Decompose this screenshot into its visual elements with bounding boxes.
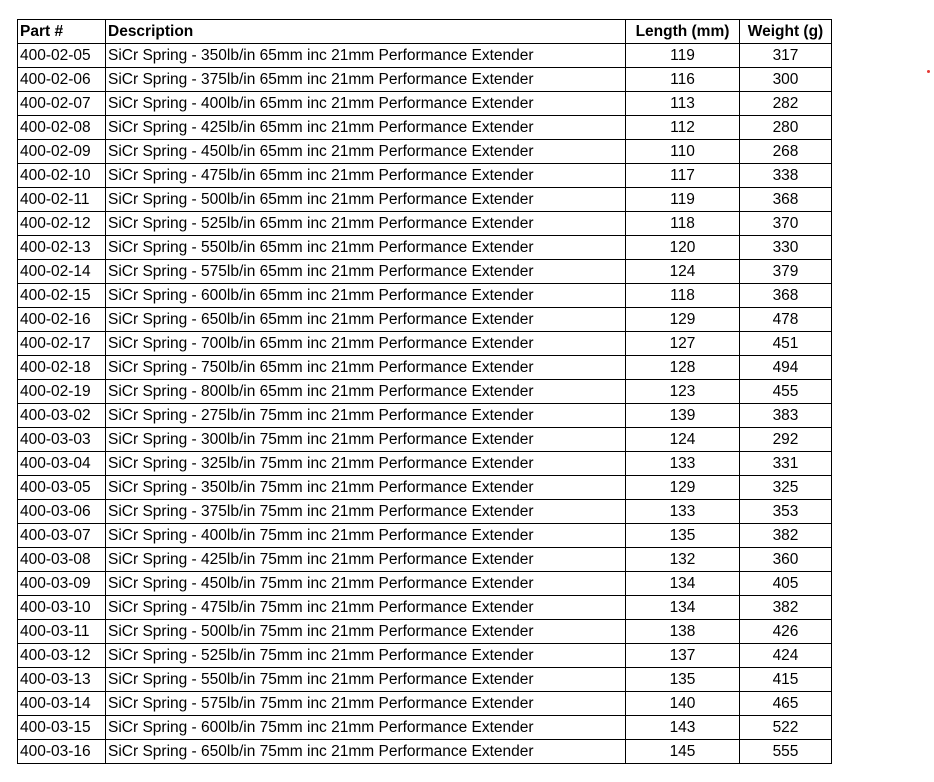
table-row — [18, 476, 832, 500]
cell-weight: 522 — [740, 716, 832, 740]
table-row — [18, 164, 832, 188]
cell-description: SiCr Spring - 550lb/in 65mm inc 21mm Performance Extender — [106, 236, 626, 260]
table-row — [18, 380, 832, 404]
table-row — [18, 332, 832, 356]
header-part-number: Part # — [18, 20, 106, 44]
cell-part-number: 400-02-14 — [18, 260, 106, 284]
cell-weight: 292 — [740, 428, 832, 452]
cell-part-number: 400-03-02 — [18, 404, 106, 428]
cell-description: SiCr Spring - 350lb/in 65mm inc 21mm Performance Extender — [106, 44, 626, 68]
cell-part-number: 400-02-07 — [18, 92, 106, 116]
table-row — [18, 92, 832, 116]
table-header-row — [18, 20, 832, 44]
cell-weight: 455 — [740, 380, 832, 404]
cell-weight: 331 — [740, 452, 832, 476]
cell-weight: 280 — [740, 116, 832, 140]
table-row — [18, 44, 832, 68]
cell-length: 117 — [626, 164, 740, 188]
cell-weight: 478 — [740, 308, 832, 332]
cell-weight: 360 — [740, 548, 832, 572]
cell-description: SiCr Spring - 550lb/in 75mm inc 21mm Performance Extender — [106, 668, 626, 692]
cell-part-number: 400-03-14 — [18, 692, 106, 716]
cell-length: 143 — [626, 716, 740, 740]
cell-weight: 465 — [740, 692, 832, 716]
cell-description: SiCr Spring - 750lb/in 65mm inc 21mm Performance Extender — [106, 356, 626, 380]
cell-weight: 379 — [740, 260, 832, 284]
table-row — [18, 668, 832, 692]
cell-description: SiCr Spring - 450lb/in 75mm inc 21mm Performance Extender — [106, 572, 626, 596]
cell-weight: 353 — [740, 500, 832, 524]
cell-weight: 300 — [740, 68, 832, 92]
table-row — [18, 260, 832, 284]
cell-weight: 424 — [740, 644, 832, 668]
cell-part-number: 400-03-09 — [18, 572, 106, 596]
table-row — [18, 428, 832, 452]
cell-description: SiCr Spring - 525lb/in 65mm inc 21mm Performance Extender — [106, 212, 626, 236]
table-row — [18, 188, 832, 212]
table-row — [18, 308, 832, 332]
cell-description: SiCr Spring - 525lb/in 75mm inc 21mm Performance Extender — [106, 644, 626, 668]
table-row — [18, 620, 832, 644]
cell-weight: 382 — [740, 596, 832, 620]
cell-length: 116 — [626, 68, 740, 92]
cell-length: 135 — [626, 668, 740, 692]
cell-description: SiCr Spring - 325lb/in 75mm inc 21mm Performance Extender — [106, 452, 626, 476]
cell-description: SiCr Spring - 350lb/in 75mm inc 21mm Performance Extender — [106, 476, 626, 500]
cell-description: SiCr Spring - 375lb/in 75mm inc 21mm Performance Extender — [106, 500, 626, 524]
cell-weight: 415 — [740, 668, 832, 692]
cell-length: 137 — [626, 644, 740, 668]
spring-parts-table — [17, 19, 832, 764]
cell-description: SiCr Spring - 300lb/in 75mm inc 21mm Performance Extender — [106, 428, 626, 452]
cell-part-number: 400-03-03 — [18, 428, 106, 452]
cell-part-number: 400-02-09 — [18, 140, 106, 164]
cell-length: 119 — [626, 188, 740, 212]
cell-description: SiCr Spring - 400lb/in 65mm inc 21mm Performance Extender — [106, 92, 626, 116]
table-row — [18, 596, 832, 620]
cell-weight: 383 — [740, 404, 832, 428]
cell-description: SiCr Spring - 800lb/in 65mm inc 21mm Performance Extender — [106, 380, 626, 404]
cell-length: 119 — [626, 44, 740, 68]
header-weight: Weight (g) — [740, 20, 832, 44]
cell-length: 120 — [626, 236, 740, 260]
cell-part-number: 400-02-19 — [18, 380, 106, 404]
cell-part-number: 400-03-10 — [18, 596, 106, 620]
cell-description: SiCr Spring - 425lb/in 75mm inc 21mm Performance Extender — [106, 548, 626, 572]
cell-part-number: 400-03-06 — [18, 500, 106, 524]
cell-part-number: 400-03-12 — [18, 644, 106, 668]
cell-length: 133 — [626, 452, 740, 476]
table-row — [18, 284, 832, 308]
cell-length: 133 — [626, 500, 740, 524]
cell-part-number: 400-02-15 — [18, 284, 106, 308]
cell-part-number: 400-03-04 — [18, 452, 106, 476]
red-dot-marker — [927, 70, 930, 73]
cell-weight: 494 — [740, 356, 832, 380]
cell-weight: 370 — [740, 212, 832, 236]
cell-description: SiCr Spring - 650lb/in 75mm inc 21mm Performance Extender — [106, 740, 626, 764]
cell-part-number: 400-03-15 — [18, 716, 106, 740]
cell-weight: 268 — [740, 140, 832, 164]
cell-weight: 382 — [740, 524, 832, 548]
cell-description: SiCr Spring - 600lb/in 65mm inc 21mm Performance Extender — [106, 284, 626, 308]
table-row — [18, 140, 832, 164]
cell-length: 139 — [626, 404, 740, 428]
cell-length: 135 — [626, 524, 740, 548]
cell-part-number: 400-02-18 — [18, 356, 106, 380]
cell-length: 128 — [626, 356, 740, 380]
cell-description: SiCr Spring - 650lb/in 65mm inc 21mm Performance Extender — [106, 308, 626, 332]
table-row — [18, 740, 832, 764]
cell-description: SiCr Spring - 475lb/in 75mm inc 21mm Performance Extender — [106, 596, 626, 620]
cell-length: 132 — [626, 548, 740, 572]
table-row — [18, 236, 832, 260]
cell-length: 118 — [626, 284, 740, 308]
cell-description: SiCr Spring - 500lb/in 65mm inc 21mm Performance Extender — [106, 188, 626, 212]
cell-length: 140 — [626, 692, 740, 716]
cell-weight: 451 — [740, 332, 832, 356]
cell-weight: 330 — [740, 236, 832, 260]
cell-weight: 338 — [740, 164, 832, 188]
cell-length: 138 — [626, 620, 740, 644]
table-row — [18, 452, 832, 476]
cell-length: 112 — [626, 116, 740, 140]
cell-part-number: 400-03-07 — [18, 524, 106, 548]
cell-part-number: 400-02-06 — [18, 68, 106, 92]
cell-length: 127 — [626, 332, 740, 356]
cell-weight: 282 — [740, 92, 832, 116]
cell-length: 110 — [626, 140, 740, 164]
table-row — [18, 500, 832, 524]
cell-description: SiCr Spring - 600lb/in 75mm inc 21mm Performance Extender — [106, 716, 626, 740]
cell-part-number: 400-02-17 — [18, 332, 106, 356]
cell-weight: 405 — [740, 572, 832, 596]
table-row — [18, 548, 832, 572]
cell-part-number: 400-03-13 — [18, 668, 106, 692]
cell-length: 129 — [626, 308, 740, 332]
cell-part-number: 400-03-11 — [18, 620, 106, 644]
cell-length: 118 — [626, 212, 740, 236]
cell-length: 113 — [626, 92, 740, 116]
cell-length: 124 — [626, 428, 740, 452]
cell-length: 145 — [626, 740, 740, 764]
cell-part-number: 400-02-05 — [18, 44, 106, 68]
table-row — [18, 356, 832, 380]
cell-weight: 368 — [740, 188, 832, 212]
cell-description: SiCr Spring - 275lb/in 75mm inc 21mm Performance Extender — [106, 404, 626, 428]
cell-part-number: 400-03-05 — [18, 476, 106, 500]
table-body — [18, 44, 832, 764]
table-row — [18, 572, 832, 596]
cell-part-number: 400-02-12 — [18, 212, 106, 236]
table-row — [18, 524, 832, 548]
cell-description: SiCr Spring - 575lb/in 75mm inc 21mm Performance Extender — [106, 692, 626, 716]
table-row — [18, 692, 832, 716]
cell-part-number: 400-02-16 — [18, 308, 106, 332]
table-row — [18, 68, 832, 92]
header-description: Description — [106, 20, 626, 44]
cell-length: 129 — [626, 476, 740, 500]
cell-weight: 368 — [740, 284, 832, 308]
cell-description: SiCr Spring - 375lb/in 65mm inc 21mm Performance Extender — [106, 68, 626, 92]
cell-weight: 555 — [740, 740, 832, 764]
cell-length: 134 — [626, 572, 740, 596]
cell-description: SiCr Spring - 575lb/in 65mm inc 21mm Performance Extender — [106, 260, 626, 284]
header-length: Length (mm) — [626, 20, 740, 44]
cell-part-number: 400-03-16 — [18, 740, 106, 764]
cell-length: 134 — [626, 596, 740, 620]
cell-weight: 325 — [740, 476, 832, 500]
cell-part-number: 400-02-08 — [18, 116, 106, 140]
cell-part-number: 400-02-11 — [18, 188, 106, 212]
table-row — [18, 404, 832, 428]
cell-description: SiCr Spring - 400lb/in 75mm inc 21mm Performance Extender — [106, 524, 626, 548]
table-row — [18, 716, 832, 740]
cell-weight: 426 — [740, 620, 832, 644]
cell-description: SiCr Spring - 500lb/in 75mm inc 21mm Performance Extender — [106, 620, 626, 644]
table-row — [18, 644, 832, 668]
cell-length: 124 — [626, 260, 740, 284]
cell-part-number: 400-03-08 — [18, 548, 106, 572]
cell-weight: 317 — [740, 44, 832, 68]
cell-length: 123 — [626, 380, 740, 404]
table-row — [18, 116, 832, 140]
cell-part-number: 400-02-10 — [18, 164, 106, 188]
cell-part-number: 400-02-13 — [18, 236, 106, 260]
cell-description: SiCr Spring - 475lb/in 65mm inc 21mm Performance Extender — [106, 164, 626, 188]
cell-description: SiCr Spring - 450lb/in 65mm inc 21mm Performance Extender — [106, 140, 626, 164]
table-row — [18, 212, 832, 236]
cell-description: SiCr Spring - 425lb/in 65mm inc 21mm Performance Extender — [106, 116, 626, 140]
cell-description: SiCr Spring - 700lb/in 65mm inc 21mm Performance Extender — [106, 332, 626, 356]
